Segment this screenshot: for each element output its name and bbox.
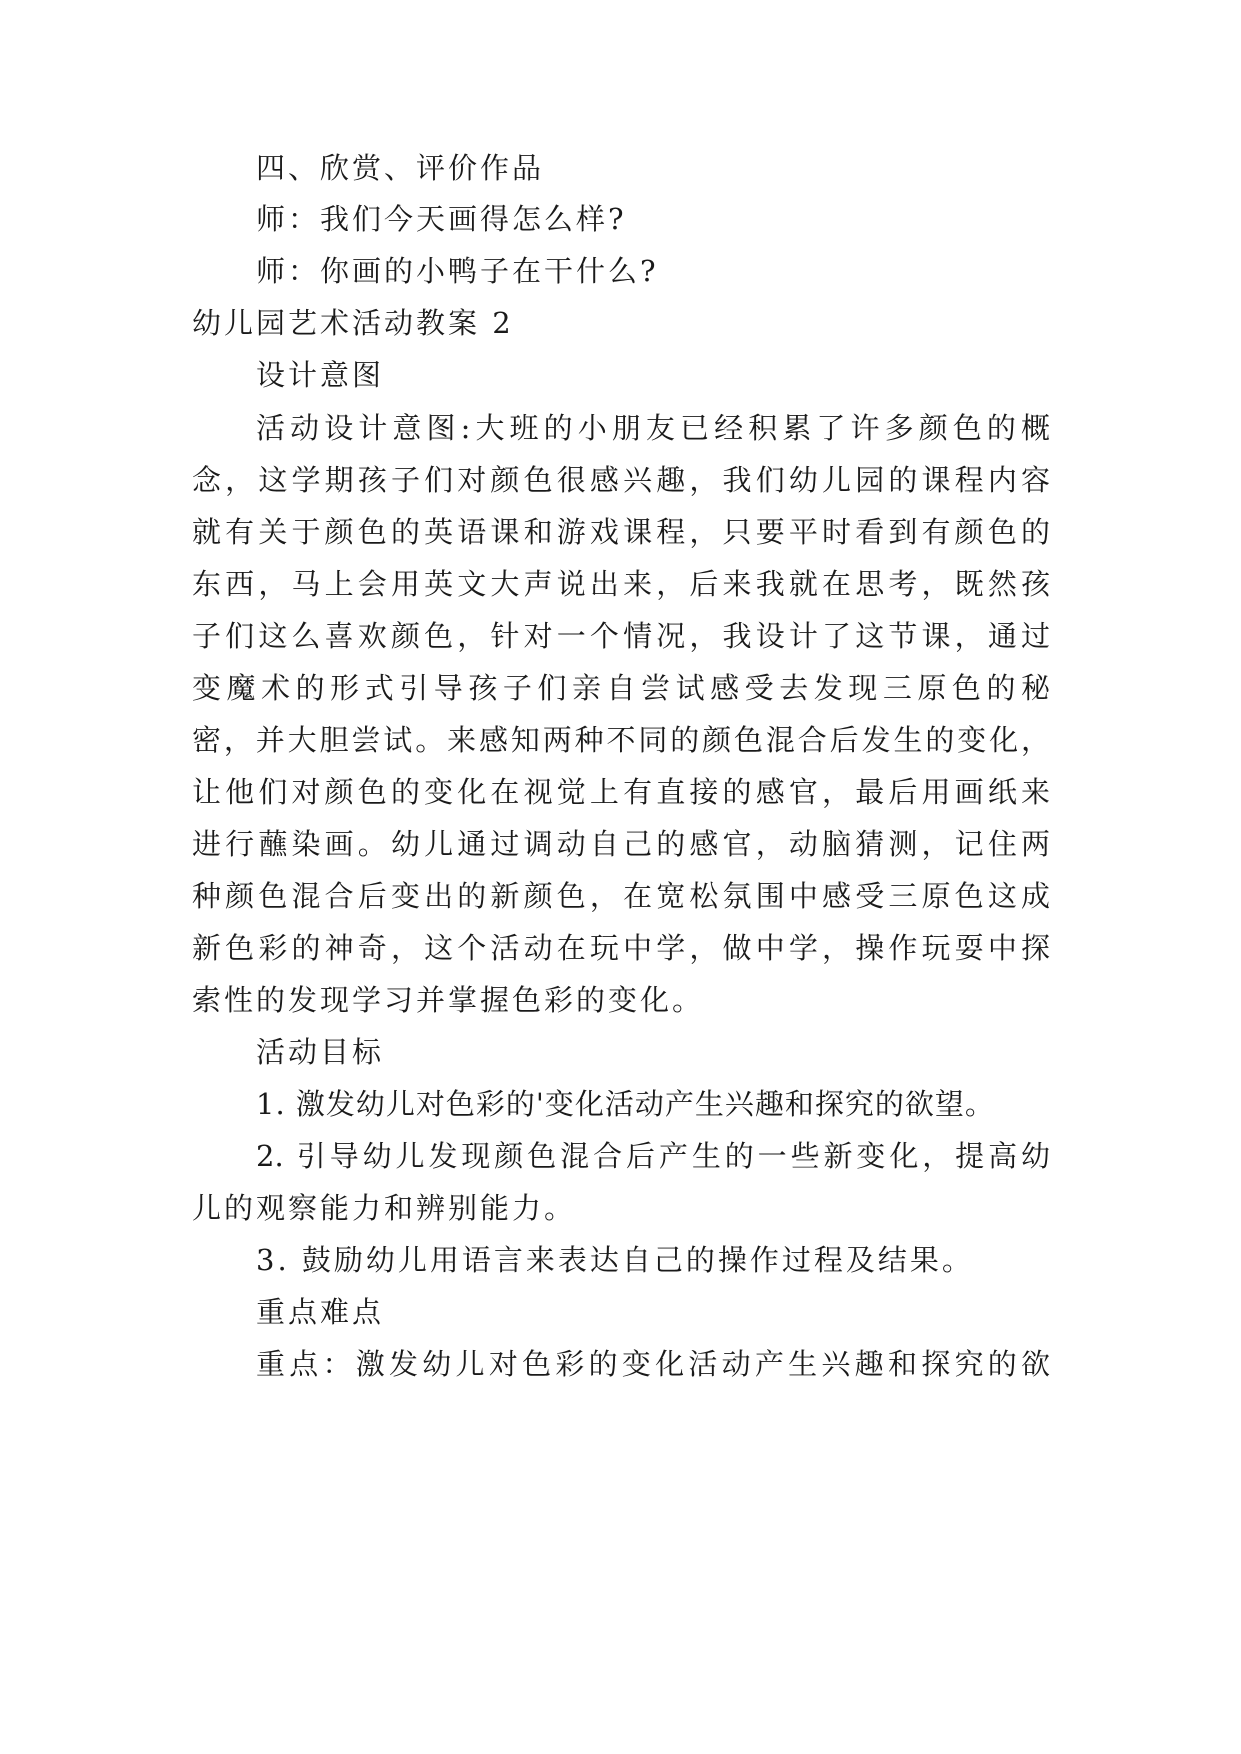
design-intent-heading: 设计意图: [256, 358, 385, 392]
teacher-question-1: 师：我们今天画得怎么样?: [256, 202, 627, 236]
goal-item-1: 1. 激发幼儿对色彩的'变化活动产生兴趣和探究的欲望。: [256, 1087, 995, 1121]
lesson-plan-title: 幼儿园艺术活动教案 2: [192, 306, 514, 340]
activity-goals-heading: 活动目标: [256, 1035, 385, 1069]
teacher-question-2: 师：你画的小鸭子在干什么?: [256, 254, 659, 288]
goal-item-2: 2. 引导幼儿发现颜色混合后产生的一些新变化，提高幼: [256, 1139, 1050, 1173]
key-points-heading: 重点难点: [256, 1295, 385, 1329]
paragraph-line: 密，并大胆尝试。来感知两种不同的颜色混合后发生的变化，: [192, 723, 1050, 757]
paragraph-line: 东西，马上会用英文大声说出来，后来我就在思考，既然孩: [192, 567, 1050, 601]
paragraph-line: 让他们对颜色的变化在视觉上有直接的感官，最后用画纸来: [192, 775, 1050, 809]
section-heading-appreciate: 四、欣赏、评价作品: [256, 151, 545, 185]
goal-item-3: 3. 鼓励幼儿用语言来表达自己的操作过程及结果。: [256, 1243, 974, 1277]
paragraph-line: 子们这么喜欢颜色，针对一个情况，我设计了这节课，通过: [192, 619, 1050, 653]
paragraph-line: 进行蘸染画。幼儿通过调动自己的感官，动脑猜测，记住两: [192, 827, 1050, 861]
paragraph-line: 变魔术的形式引导孩子们亲自尝试感受去发现三原色的秘: [192, 671, 1050, 705]
paragraph-line: 念，这学期孩子们对颜色很感兴趣，我们幼儿园的课程内容: [192, 463, 1050, 497]
key-point-line: 重点：激发幼儿对色彩的变化活动产生兴趣和探究的欲: [256, 1347, 1050, 1381]
goal-item-2-continued: 儿的观察能力和辨别能力。: [192, 1191, 577, 1225]
paragraph-line: 活动设计意图:大班的小朋友已经积累了许多颜色的概: [256, 411, 1050, 445]
paragraph-line: 新色彩的神奇，这个活动在玩中学，做中学，操作玩耍中探: [192, 931, 1050, 965]
paragraph-line: 索性的发现学习并掌握色彩的变化。: [192, 983, 705, 1017]
paragraph-line: 种颜色混合后变出的新颜色，在宽松氛围中感受三原色这成: [192, 879, 1050, 913]
paragraph-line: 就有关于颜色的英语课和游戏课程，只要平时看到有颜色的: [192, 515, 1050, 549]
